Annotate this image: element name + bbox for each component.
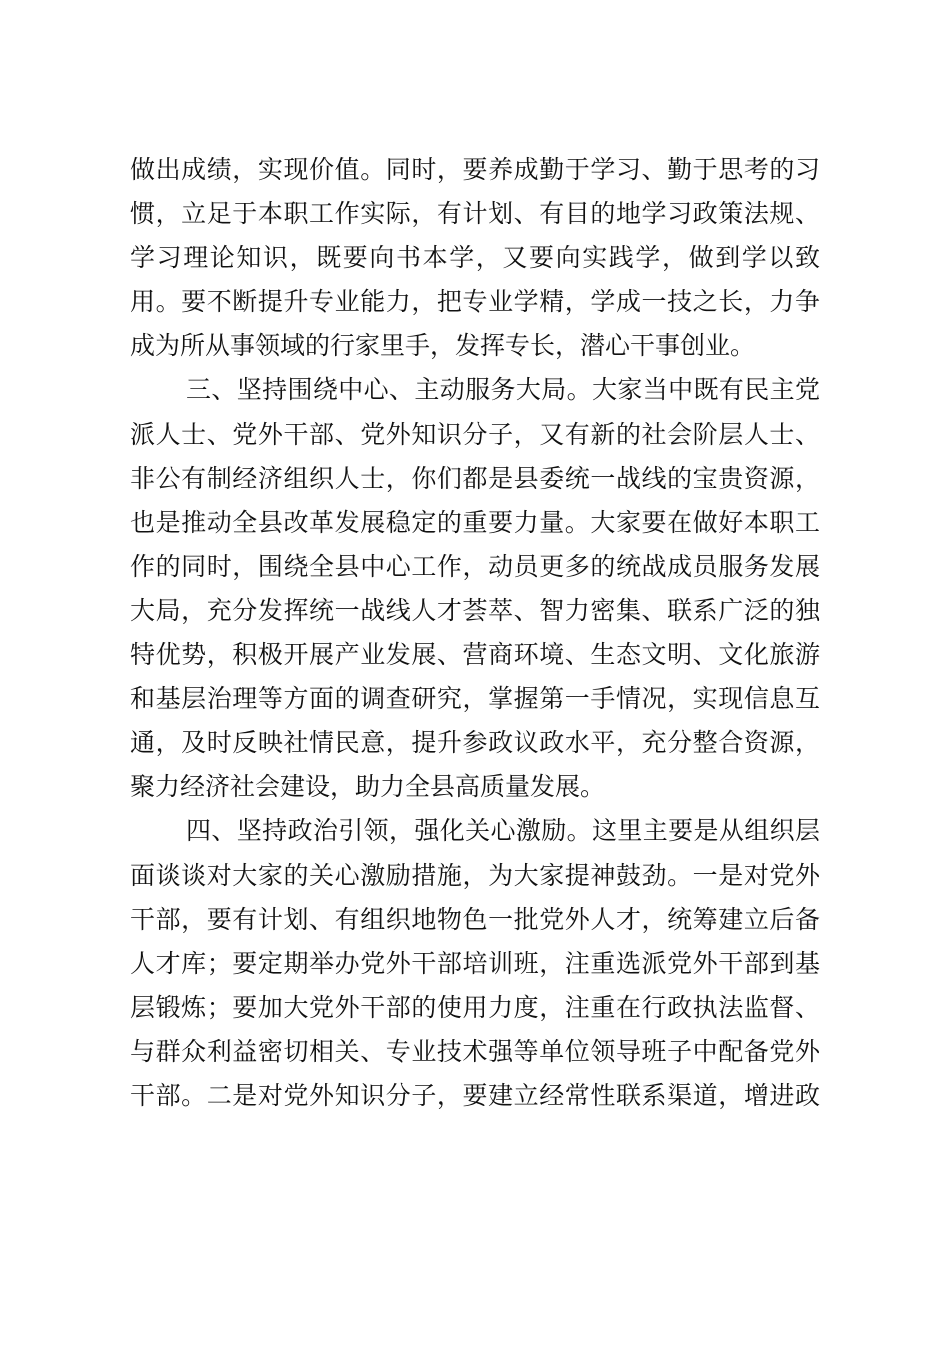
document-body <box>130 148 820 1118</box>
text-line: 和基层治理等方面的调查研究，掌握第一手情况，实现信息互 <box>130 684 820 714</box>
section-heading-line: 三、坚持围绕中心、主动服务大局。大家当中既有民主党 <box>186 375 820 405</box>
text-line: 层锻炼；要加大党外干部的使用力度，注重在行政执法监督、 <box>130 992 820 1022</box>
text-line: 特优势，积极开展产业发展、营商环境、生态文明、文化旅游 <box>130 640 820 670</box>
text-line: 与群众利益密切相关、专业技术强等单位领导班子中配备党外 <box>130 1036 820 1066</box>
text-line: 非公有制经济组织人士，你们都是县委统一战线的宝贵资源， <box>130 463 820 493</box>
text-line: 人才库；要定期举办党外干部培训班，注重选派党外干部到基 <box>130 948 820 978</box>
text-line: 聚力经济社会建设，助力全县高质量发展。 <box>130 772 606 802</box>
text-line: 干部。二是对党外知识分子，要建立经常性联系渠道，增进政 <box>130 1080 820 1110</box>
text-line: 做出成绩，实现价值。同时，要养成勤于学习、勤于思考的习 <box>130 155 820 184</box>
text-line: 通，及时反映社情民意，提升参政议政水平，充分整合资源， <box>130 728 820 758</box>
text-line: 大局，充分发挥统一战线人才荟萃、智力密集、联系广泛的独 <box>130 595 820 625</box>
text-line: 学习理论知识，既要向书本学，又要向实践学，做到学以致 <box>130 243 820 273</box>
section-heading-line: 四、坚持政治引领，强化关心激励。这里主要是从组织层 <box>186 816 820 846</box>
text-line: 用。要不断提升专业能力，把专业学精，学成一技之长，力争 <box>130 287 820 317</box>
text-line: 干部，要有计划、有组织地物色一批党外人才，统筹建立后备 <box>130 904 820 934</box>
text-line: 面谈谈对大家的关心激励措施，为大家提神鼓劲。一是对党外 <box>130 860 820 890</box>
text-line: 也是推动全县改革发展稳定的重要力量。大家要在做好本职工 <box>130 507 820 537</box>
text-line: 派人士、党外干部、党外知识分子，又有新的社会阶层人士、 <box>130 419 820 449</box>
text-line: 惯，立足于本职工作实际，有计划、有目的地学习政策法规、 <box>130 199 820 229</box>
text-line: 成为所从事领域的行家里手，发挥专长，潜心干事创业。 <box>130 331 756 361</box>
text-line: 作的同时，围绕全县中心工作，动员更多的统战成员服务发展 <box>130 551 820 581</box>
